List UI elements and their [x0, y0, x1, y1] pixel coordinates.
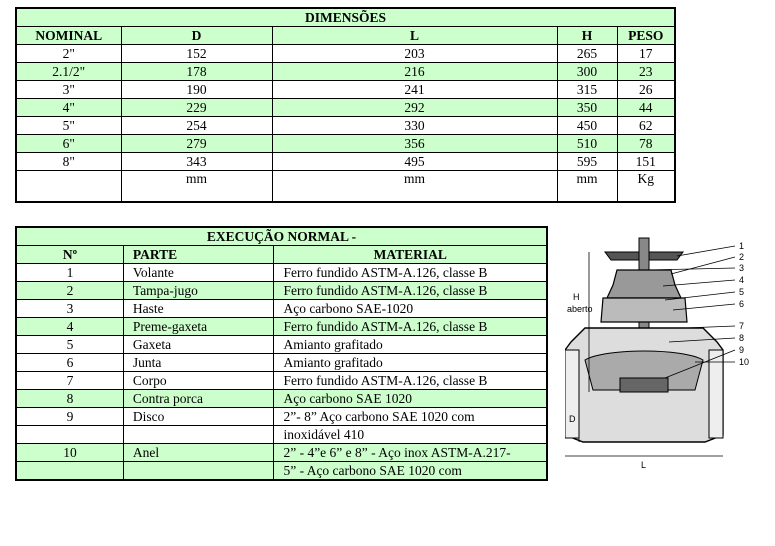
cell-material: Aço carbono SAE-1020 [274, 300, 547, 318]
table-row [16, 264, 547, 282]
cell-h: 350 [557, 99, 617, 117]
label-l: L [641, 460, 647, 470]
cell-nominal: 2" [16, 45, 121, 63]
table-row [16, 426, 547, 444]
cell-parte: Gaxeta [123, 336, 274, 354]
cell-material: Amianto grafitado [274, 354, 547, 372]
callout-4: 4 [739, 275, 745, 285]
callout-8: 8 [739, 333, 745, 343]
table-row [16, 81, 675, 99]
cell-numero: 10 [16, 444, 123, 462]
table-row [16, 408, 547, 426]
cell-d: 152 [121, 45, 272, 63]
unit-l: mm [272, 171, 557, 203]
cell-h: 315 [557, 81, 617, 99]
cell-numero: 2 [16, 282, 123, 300]
units-row [16, 171, 675, 203]
cell-numero [16, 426, 123, 444]
header-numero: Nº [16, 246, 123, 264]
header-h: H [557, 27, 617, 45]
disc-shape [620, 378, 668, 392]
table-row [16, 135, 675, 153]
execucao-table [15, 226, 548, 481]
unit-nominal [16, 171, 121, 203]
cell-peso: 62 [617, 117, 675, 135]
cell-h: 510 [557, 135, 617, 153]
cell-numero: 9 [16, 408, 123, 426]
cell-l: 330 [272, 117, 557, 135]
callout-7: 7 [739, 321, 745, 331]
cell-material: inoxidável 410 [274, 426, 547, 444]
bonnet-shape [607, 270, 681, 298]
cell-h: 265 [557, 45, 617, 63]
cell-d: 178 [121, 63, 272, 81]
cell-parte: Haste [123, 300, 274, 318]
cell-peso: 44 [617, 99, 675, 117]
table-row [16, 99, 675, 117]
cell-nominal: 6" [16, 135, 121, 153]
cell-parte: Corpo [123, 372, 274, 390]
table-row [16, 318, 547, 336]
cell-h: 595 [557, 153, 617, 171]
table-row [16, 45, 675, 63]
unit-d: mm [121, 171, 272, 203]
cell-nominal: 3" [16, 81, 121, 99]
cell-peso: 17 [617, 45, 675, 63]
table-row [16, 372, 547, 390]
cell-material: Ferro fundido ASTM-A.126, classe B [274, 318, 547, 336]
table-row [16, 282, 547, 300]
cell-material: 2” - 4”e 6” e 8” - Aço inox ASTM-A.217- [274, 444, 547, 462]
label-h: H [573, 292, 580, 302]
cell-l: 203 [272, 45, 557, 63]
cell-parte: Volante [123, 264, 274, 282]
cell-material: Amianto grafitado [274, 336, 547, 354]
header-nominal: NOMINAL [16, 27, 121, 45]
table-row [16, 336, 547, 354]
table-row [16, 63, 675, 81]
cell-numero: 6 [16, 354, 123, 372]
unit-peso: Kg [617, 171, 675, 203]
callout-10: 10 [739, 357, 750, 367]
cell-h: 450 [557, 117, 617, 135]
cell-peso: 26 [617, 81, 675, 99]
table-row [16, 390, 547, 408]
label-d: D [569, 414, 576, 424]
cell-parte: Anel [123, 444, 274, 462]
header-material: MATERIAL [274, 246, 547, 264]
cell-material: Aço carbono SAE 1020 [274, 390, 547, 408]
callout-3: 3 [739, 263, 745, 273]
table-row [16, 462, 547, 481]
cell-nominal: 8" [16, 153, 121, 171]
table-row [16, 444, 547, 462]
right-flange-shape [709, 350, 723, 438]
dimensoes-title: DIMENSÕES [16, 8, 675, 27]
cell-peso: 78 [617, 135, 675, 153]
cell-numero: 7 [16, 372, 123, 390]
table-row [16, 354, 547, 372]
left-flange-shape [565, 350, 579, 438]
cell-peso: 151 [617, 153, 675, 171]
dimensoes-table [15, 7, 676, 203]
cell-nominal: 2.1/2" [16, 63, 121, 81]
cell-numero: 3 [16, 300, 123, 318]
callout-9: 9 [739, 345, 745, 355]
cell-material: Ferro fundido ASTM-A.126, classe B [274, 264, 547, 282]
table-row [16, 117, 675, 135]
callout-5: 5 [739, 287, 745, 297]
globe-valve-diagram [565, 230, 765, 470]
cell-numero: 5 [16, 336, 123, 354]
cell-d: 254 [121, 117, 272, 135]
cell-h: 300 [557, 63, 617, 81]
cell-l: 241 [272, 81, 557, 99]
header-peso: PESO [617, 27, 675, 45]
header-parte: PARTE [123, 246, 274, 264]
cell-material: 2”- 8” Aço carbono SAE 1020 com [274, 408, 547, 426]
cell-nominal: 4" [16, 99, 121, 117]
cell-d: 229 [121, 99, 272, 117]
callout-numbers [739, 241, 749, 367]
cell-material: Ferro fundido ASTM-A.126, classe B [274, 282, 547, 300]
cell-parte: Preme-gaxeta [123, 318, 274, 336]
cell-numero: 4 [16, 318, 123, 336]
execucao-title: EXECUÇÃO NORMAL - [16, 227, 547, 246]
cell-l: 356 [272, 135, 557, 153]
cell-l: 216 [272, 63, 557, 81]
cell-parte: Disco [123, 408, 274, 426]
unit-h: mm [557, 171, 617, 203]
cell-nominal: 5" [16, 117, 121, 135]
cell-parte [123, 426, 274, 444]
cell-l: 495 [272, 153, 557, 171]
cell-numero [16, 462, 123, 481]
header-d: D [121, 27, 272, 45]
cell-material: 5” - Aço carbono SAE 1020 com [274, 462, 547, 481]
cell-d: 343 [121, 153, 272, 171]
header-l: L [272, 27, 557, 45]
cell-numero: 1 [16, 264, 123, 282]
cell-parte: Junta [123, 354, 274, 372]
cell-l: 292 [272, 99, 557, 117]
callout-6: 6 [739, 299, 745, 309]
table-row [16, 153, 675, 171]
label-aberto: aberto [567, 304, 593, 314]
cell-peso: 23 [617, 63, 675, 81]
cell-d: 279 [121, 135, 272, 153]
callout-1: 1 [739, 241, 745, 251]
cell-d: 190 [121, 81, 272, 99]
table-row [16, 300, 547, 318]
cell-parte: Tampa-jugo [123, 282, 274, 300]
callout-2: 2 [739, 252, 745, 262]
cell-material: Ferro fundido ASTM-A.126, classe B [274, 372, 547, 390]
cell-parte: Contra porca [123, 390, 274, 408]
cell-parte [123, 462, 274, 481]
cell-numero: 8 [16, 390, 123, 408]
